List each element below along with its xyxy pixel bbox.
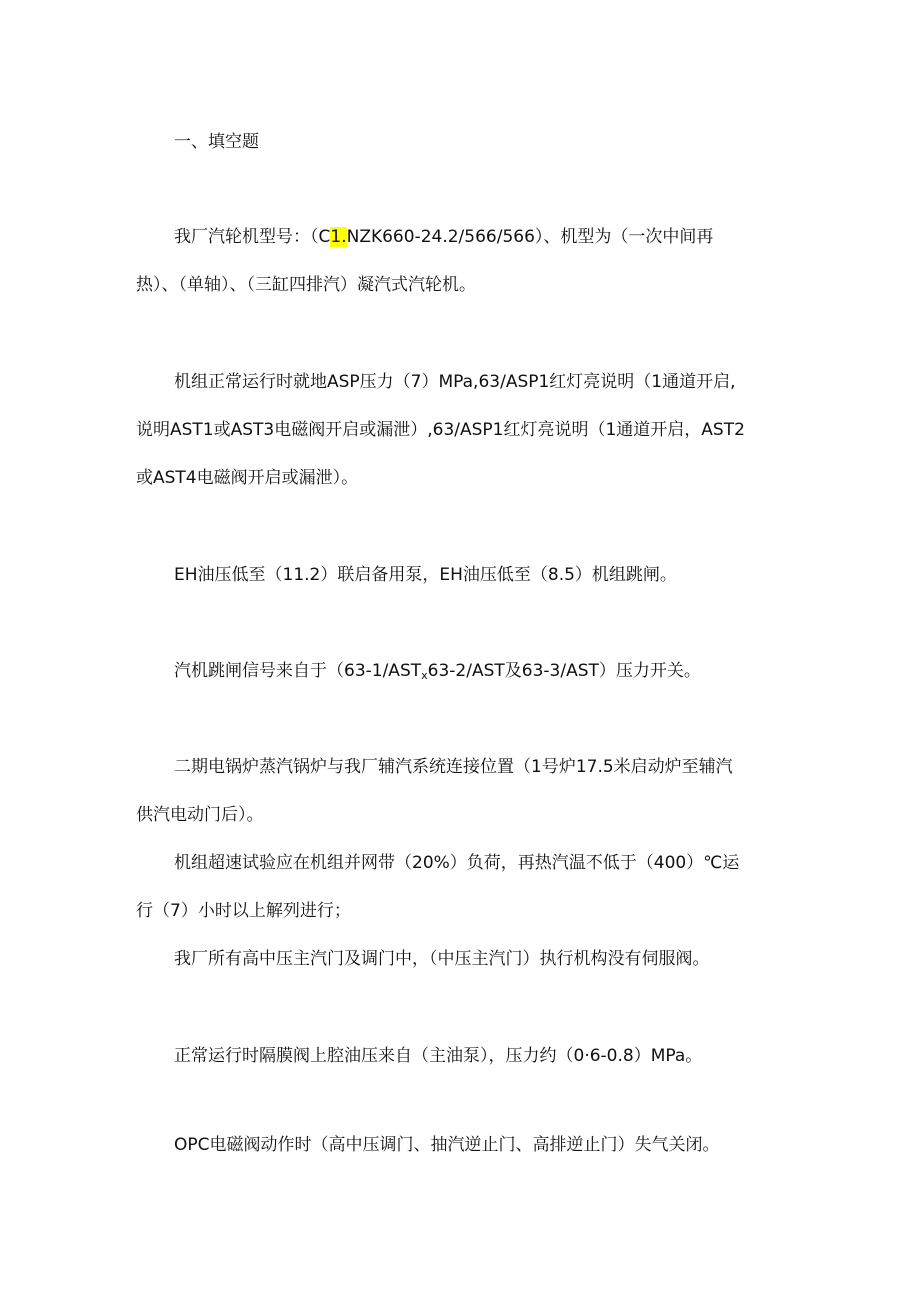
q6-line2: 行（7）小时以上解列进行；	[136, 901, 351, 921]
q5-line1: 二期电锅炉蒸汽锅炉与我厂辅汽系统连接位置（1号炉17.5米启动炉至辅汽	[174, 757, 733, 777]
q4-line1-suffix: 63-2/AST及63-3/AST）压力开关。	[427, 661, 701, 681]
q1-line2: 热）、（单轴）、（三缸四排汽）凝汽式汽轮机。	[136, 275, 476, 295]
section-title: 一、填空题	[174, 132, 259, 152]
q8-line1: 正常运行时隔膜阀上腔油压来自（主油泵），压力约（0·6-0.8）MPa。	[174, 1046, 703, 1066]
q1-line1-prefix: 我厂汽轮机型号：（C	[174, 227, 331, 247]
q5-line2: 供汽电动门后）。	[136, 805, 264, 825]
q1-line1	[174, 225, 713, 249]
q4-line1	[174, 659, 701, 688]
q4-line1-prefix: 汽机跳闸信号来自于（63-1/AST	[174, 661, 422, 681]
q1-line1-suffix: NZK660-24.2/566/566）、机型为（一次中间再	[346, 227, 714, 247]
q2-line2: 说明AST1或AST3电磁阀开启或漏泄）,63/ASP1红灯亮说明（1通道开启，AST2	[136, 420, 745, 440]
q2-line1: 机组正常运行时就地ASP压力（7）MPa,63/ASP1红灯亮说明（1通道开启,	[174, 372, 736, 392]
q9-line1: OPC电磁阀动作时（高中压调门、抽汽逆止门、高排逆止门）失气关闭。	[174, 1135, 720, 1155]
highlighted-text: 1.	[330, 227, 347, 247]
q7-line1: 我厂所有高中压主汽门及调门中，（中压主汽门）执行机构没有伺服阀。	[174, 949, 710, 969]
q3-line1: EH油压低至（11.2）联启备用泵，EH油压低至（8.5）机组跳闸。	[174, 565, 677, 585]
q2-line3: 或AST4电磁阀开启或漏泄）。	[136, 468, 359, 488]
q4-subscript: x	[421, 669, 428, 682]
q6-line1: 机组超速试验应在机组并网带（20%）负荷，再热汽温不低于（400）℃运	[174, 853, 740, 873]
